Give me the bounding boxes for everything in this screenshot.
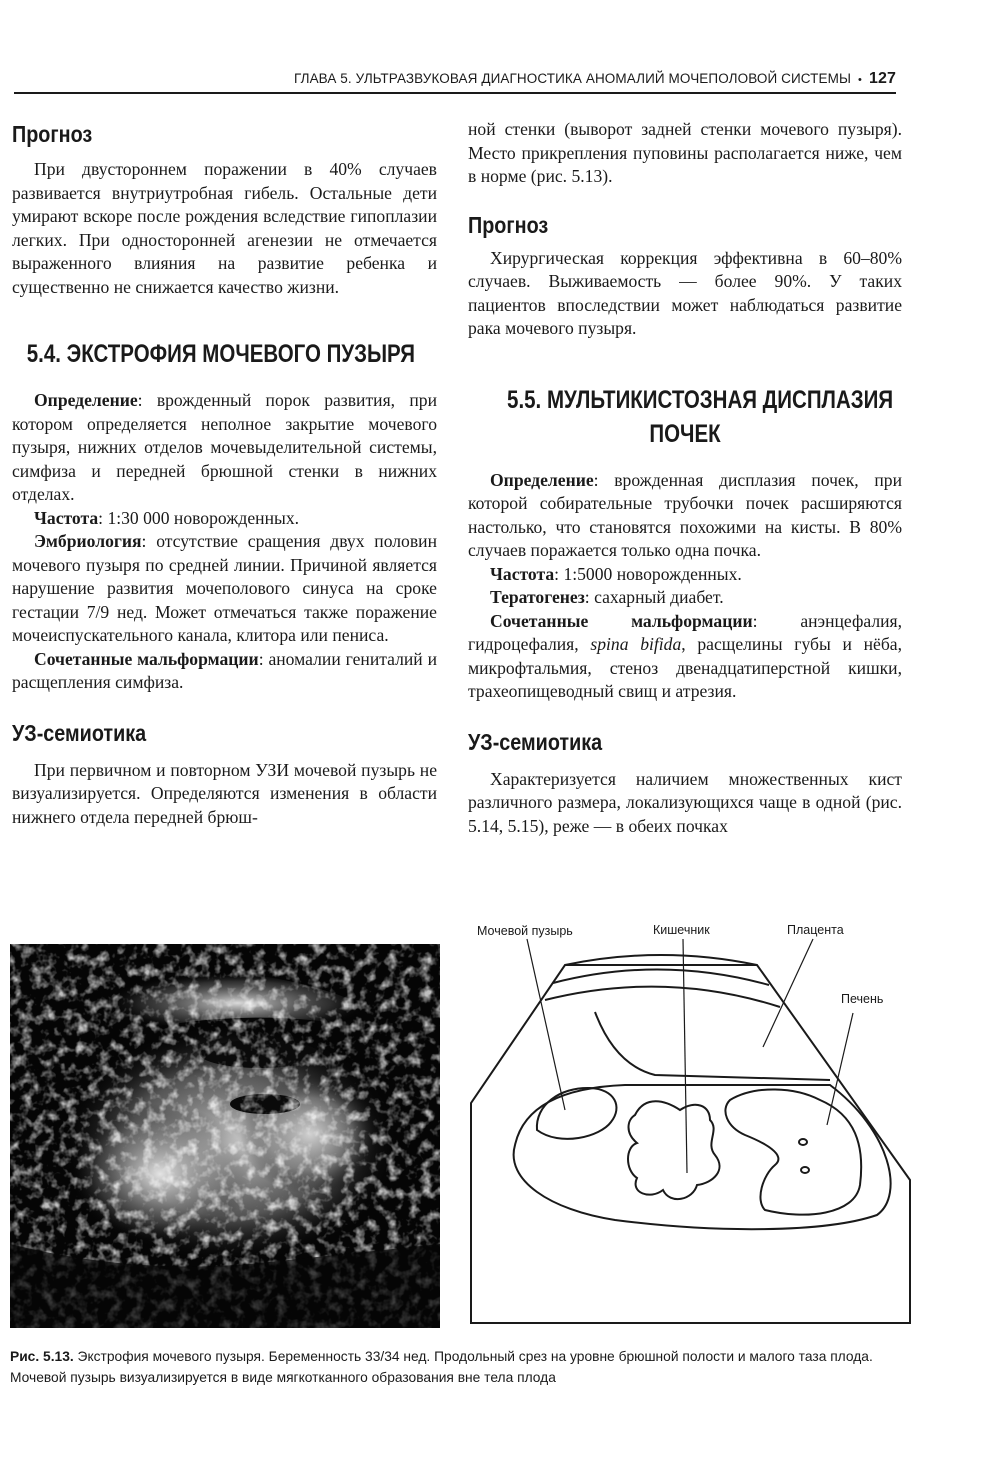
label-liver: Печень <box>841 992 884 1006</box>
embryology-paragraph <box>12 530 437 648</box>
frequency-label: Частота <box>34 507 99 528</box>
ultrasound-svg <box>10 944 440 1328</box>
malformations-text: : аномалии гениталий и расщепления симфиза. <box>12 648 438 692</box>
continuation-text: ной стенки (выворот задней стенки мочевого пузыря). Место прикрепления пуповины располагается ниже, чем в норме (рис. 5.13). <box>468 119 902 186</box>
malformations-paragraph-right <box>468 610 902 704</box>
prognosis-text-left: При двустороннем поражении в 40% случаев развивается внутриутробная гибель. Остальные дети умирают вскоре после рождения вследствие гипоплазии легких. При односторонней агенезии не отмечается выраженного влияния на развитие ребенка и существенно не снижается качество жизни. <box>12 159 437 297</box>
pointer-bladder <box>527 939 565 1110</box>
caption-label: Рис. 5.13. <box>10 1349 74 1364</box>
label-placenta: Плацента <box>787 923 844 937</box>
teratogen-paragraph <box>468 586 902 610</box>
definition-label: Определение <box>34 390 138 410</box>
section-title-5-5-line1: 5.5. МУЛЬТИКИСТОЗНАЯ ДИСПЛАЗИЯ <box>507 385 894 414</box>
frequency-paragraph-left <box>12 507 437 531</box>
intestine-shape <box>628 1101 720 1199</box>
figure-caption <box>10 1346 915 1388</box>
header-bullet: • <box>858 74 862 86</box>
placenta-boundary <box>595 1012 830 1080</box>
teratogen-text: : сахарный диабет. <box>584 587 724 607</box>
us-text-left: При первичном и повторном УЗИ мочевой пузырь не визуализируется. Определяются изменения в области нижнего отдела передней брюш- <box>12 759 437 827</box>
section-title-5-5-line2: ПОЧЕК <box>649 419 721 448</box>
embryology-label: Эмбриология <box>34 531 142 551</box>
sector-top-arc <box>565 955 757 965</box>
pointer-placenta <box>763 939 813 1047</box>
liver-dot-1 <box>799 1139 807 1145</box>
scan-sector-outline <box>471 965 910 1323</box>
liver-shape <box>725 1089 861 1214</box>
prognosis-text-right: Хирургическая коррекция эффективна в 60–80% случаев. Выживаемость — более 90%. У таких пациентов впоследствии может наблюдаться развитие рака мочевого пузыря. <box>468 247 902 338</box>
section-title-5-4: 5.4. ЭКСТРОФИЯ МОЧЕВОГО ПУЗЫРЯ <box>26 340 415 368</box>
right-column <box>468 118 902 838</box>
bladder-shape <box>537 1088 617 1139</box>
embryology-text: : отсутствие сращения двух половин мочевого пузыря по средней линии. Причиной является нарушение развития мочеполового синуса на сроке гестации 7/9 нед. Может отмечаться также поражение мочеиспускательного канала, клитора или пениса. <box>12 531 437 645</box>
teratogen-label: Тератогенез <box>490 587 585 607</box>
prognosis-heading-left: Прогноз <box>12 121 93 147</box>
ultrasound-image <box>10 944 440 1328</box>
caption-text: Экстрофия мочевого пузыря. Беременность 33/34 нед. Продольный срез на уровне брюшной полости и малого таза плода. Мочевой пузырь визуализируется в виде мягкотканного образования вне тела плода <box>10 1349 873 1385</box>
malformations-text-right-b: , расщелины губы и нёба, микрофтальмия, стеноз двенадцатиперстной кишки, трахеопищеводный свищ и атрезия. <box>468 634 902 701</box>
frequency-text: : 1:30 000 новорожденных. <box>98 507 300 528</box>
label-bladder: Мочевой пузырь <box>477 924 573 938</box>
pointer-intestine <box>683 939 687 1173</box>
wall-line-2 <box>545 987 780 1007</box>
definition-text: : врожденный порок развития, при котором определяется неполное закрытие мочевого пузыря, нижних отделов мочевыделительной системы, симфиза и передней брюшной стенки в нижних отделах. <box>12 390 437 504</box>
malformations-label: Сочетанные мальформации <box>34 648 259 669</box>
definition-paragraph-left <box>12 389 437 507</box>
us-heading-left: УЗ-семиотика <box>12 719 147 746</box>
left-column <box>12 120 437 829</box>
running-head <box>14 70 896 94</box>
frequency-paragraph-right <box>468 563 902 587</box>
definition-paragraph-right <box>468 469 902 563</box>
malformations-text-right-a: : анэнцефалия, гидроцефалия, <box>468 610 903 654</box>
label-intestine: Кишечник <box>653 923 710 937</box>
wall-line-1 <box>553 969 769 985</box>
malformations-italic: spina bifida <box>590 634 682 654</box>
malformations-paragraph-left <box>12 648 437 695</box>
frequency-label-right: Частота <box>490 563 555 584</box>
definition-label-right: Определение <box>490 469 594 490</box>
us-heading-right: УЗ-семиотика <box>468 728 603 755</box>
frequency-text-right: : 1:5000 новорожденных. <box>554 563 742 584</box>
prognosis-heading-right: Прогноз <box>468 211 549 238</box>
us-text-right: Характеризуется наличием множественных кист различного размера, локализующихся чаще в одной (рис. 5.14, 5.15), реже — в обеих почках <box>468 768 902 836</box>
malformations-label-right: Сочетанные мальформации <box>490 610 753 631</box>
definition-text-right: : врожденная дисплазия почек, при которой собирательные трубочки почек расширяются настолько, что становятся похожими на кисты. В 80% случаев поражается только одна почка. <box>468 469 902 560</box>
page-number: 127 <box>869 70 896 87</box>
schematic-diagram <box>465 915 915 1335</box>
chapter-title: ГЛАВА 5. УЛЬТРАЗВУКОВАЯ ДИАГНОСТИКА АНОМАЛИЙ МОЧЕПОЛОВОЙ СИСТЕМЫ <box>293 71 852 86</box>
liver-dot-2 <box>801 1167 809 1173</box>
